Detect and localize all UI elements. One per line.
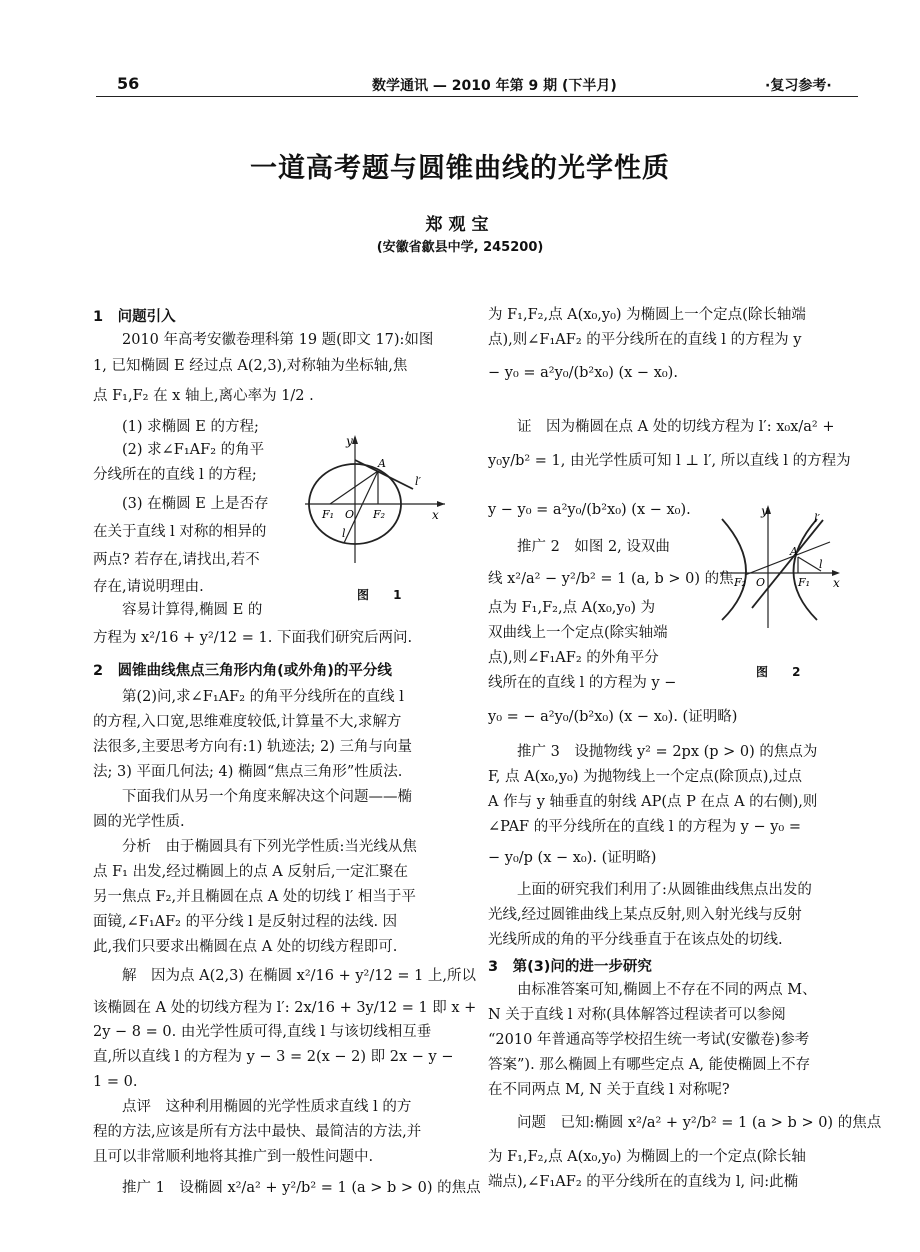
header-rule — [96, 96, 858, 97]
text-line: 程的方法,应该是所有方法中最快、最简洁的方法,并 — [93, 1124, 422, 1140]
text-line: 光线所成的角的平分线垂直于在该点处的切线. — [488, 932, 783, 948]
label-lprime: l′ — [814, 512, 821, 525]
text-line: 该椭圆在 A 处的切线方程为 l′: 2x/16 + 3y/12 = 1 即 x + — [93, 1000, 477, 1016]
text-line: 2y − 8 = 0. 由光学性质可得,直线 l 与该切线相互垂 — [93, 1024, 432, 1040]
text-line: F, 点 A(x₀,y₀) 为抛物线上一个定点(除顶点),过点 — [488, 769, 803, 785]
tangent-line-lprime — [752, 520, 823, 608]
text-line: 两点? 若存在,请找出,若不 — [93, 552, 260, 568]
section-heading: 1 问题引入 — [93, 309, 176, 325]
label-O: O — [756, 576, 766, 589]
label-l: l — [819, 558, 823, 571]
bisector-line-l — [344, 471, 378, 543]
text-line: 圆的光学性质. — [93, 814, 185, 830]
text-line: 在不同两点 M, N 关于直线 l 对称呢? — [488, 1082, 730, 1098]
label-l: l — [342, 527, 346, 540]
text-line: 线 x²/a² − y²/b² = 1 (a, b > 0) 的焦 — [488, 571, 734, 587]
text-line: 点 F₁ 出发,经过椭圆上的点 A 反射后,一定汇聚在 — [93, 864, 408, 880]
text-line: 法; 3) 平面几何法; 4) 椭圆“焦点三角形”性质法. — [93, 764, 403, 780]
label-x: x — [833, 576, 840, 590]
label-x: x — [432, 508, 439, 522]
text-line: − y₀/p (x − x₀). (证明略) — [488, 850, 657, 866]
text-line: 为 F₁,F₂,点 A(x₀,y₀) 为椭圆上的一个定点(除长轴 — [488, 1149, 806, 1165]
text-line: − y₀ = a²y₀/(b²x₀) (x − x₀). — [488, 365, 678, 381]
text-line: 线所在的直线 l 的方程为 y − — [488, 675, 677, 691]
text-line: 容易计算得,椭圆 E 的 — [93, 602, 263, 618]
figure-2-hyperbola-diagram — [710, 495, 845, 630]
label-A: A — [378, 457, 386, 470]
text-line: 由标准答案可知,椭圆上不存在不同的两点 M、 — [488, 982, 817, 998]
text-line: 1 = 0. — [93, 1074, 138, 1090]
text-line: 上面的研究我们利用了:从圆锥曲线焦点出发的 — [488, 882, 812, 898]
label-y: y — [761, 504, 768, 518]
label-lprime: l′ — [415, 475, 422, 488]
y-axis-arrow-icon — [352, 435, 358, 444]
label-F2: F₂ — [373, 508, 386, 521]
text-line: 方程为 x²/16 + y²/12 = 1. 下面我们研究后两问. — [93, 630, 413, 646]
journal-header: 数学通讯 — 2010 年第 9 期 (下半月) — [372, 78, 617, 94]
x-axis-arrow-icon — [437, 501, 445, 507]
text-line: 光线,经过圆锥曲线上某点反射,则入射光线与反射 — [488, 907, 802, 923]
text-line: 直,所以直线 l 的方程为 y − 3 = 2(x − 2) 即 2x − y − — [93, 1049, 454, 1065]
text-line: 另一焦点 F₂,并且椭圆在点 A 处的切线 l′ 相当于平 — [93, 889, 416, 905]
text-line: 点为 F₁,F₂,点 A(x₀,y₀) 为 — [488, 600, 656, 616]
text-line: 证 因为椭圆在点 A 处的切线方程为 l′: x₀x/a² + — [488, 419, 835, 435]
text-line: 分线所在的直线 l 的方程; — [93, 467, 257, 483]
text-line: 推广 2 如图 2, 设双曲 — [488, 539, 670, 555]
text-line: 1, 已知椭圆 E 经过点 A(2,3),对称轴为坐标轴,焦 — [93, 358, 408, 374]
text-line: 2010 年高考安徽卷理科第 19 题(即文 17):如图 — [93, 332, 434, 348]
text-line: 推广 3 设抛物线 y² = 2px (p > 0) 的焦点为 — [488, 744, 818, 760]
label-y: y — [346, 434, 353, 448]
text-line: 在关于直线 l 对称的相异的 — [93, 524, 267, 540]
text-line: 法很多,主要思考方向有:1) 轨迹法; 2) 三角与向量 — [93, 739, 412, 755]
text-line: ∠PAF 的平分线所在的直线 l 的方程为 y − y₀ = — [488, 819, 802, 835]
affiliation: (安徽省歙县中学, 245200) — [376, 240, 544, 255]
text-line: 问题 已知:椭圆 x²/a² + y²/b² = 1 (a > b > 0) 的焦点 — [488, 1115, 882, 1131]
text-line: y − y₀ = a²y₀/(b²x₀) (x − x₀). — [488, 502, 691, 518]
page-number: 56 — [117, 74, 140, 93]
text-line: 答案”). 那么椭圆上有哪些定点 A, 能使椭圆上不存 — [488, 1057, 811, 1073]
figure-1-ellipse-diagram — [295, 425, 455, 570]
text-line: 此,我们只要求出椭圆在点 A 处的切线方程即可. — [93, 939, 398, 955]
label-F2: F₂ — [734, 576, 747, 589]
article-title: 一道高考题与圆锥曲线的光学性质 — [250, 153, 670, 184]
column-label: ·复习参考· — [765, 78, 832, 94]
hyperbola-right-branch — [794, 519, 818, 620]
text-line: (1) 求椭圆 E 的方程; — [93, 419, 259, 435]
text-line: 第(2)问,求∠F₁AF₂ 的角平分线所在的直线 l — [93, 689, 404, 705]
text-line: 为 F₁,F₂,点 A(x₀,y₀) 为椭圆上一个定点(除长轴端 — [488, 307, 806, 323]
text-line: (2) 求∠F₁AF₂ 的角平 — [93, 442, 265, 458]
text-line: 且可以非常顺利地将其推广到一般性问题中. — [93, 1149, 374, 1165]
author-name: 郑观宝 — [425, 215, 495, 235]
text-line: 端点),∠F₁AF₂ 的平分线所在的直线为 l, 问:此椭 — [488, 1174, 799, 1190]
section-heading: 2 圆锥曲线焦点三角形内角(或外角)的平分线 — [93, 663, 392, 679]
text-line: y₀ = − a²y₀/(b²x₀) (x − x₀). (证明略) — [488, 709, 738, 725]
text-line: 推广 1 设椭圆 x²/a² + y²/b² = 1 (a > b > 0) 的焦点 — [93, 1180, 481, 1196]
label-F1: F₁ — [798, 576, 811, 589]
text-line: 点),则∠F₁AF₂ 的外角平分 — [488, 650, 659, 666]
text-line: 存在,请说明理由. — [93, 579, 204, 595]
text-line: 点评 这种利用椭圆的光学性质求直线 l 的方 — [93, 1099, 412, 1115]
hyperbola-left-branch — [722, 519, 746, 620]
figure-2-caption: 图 2 — [756, 665, 811, 679]
text-line: 解 因为点 A(2,3) 在椭圆 x²/16 + y²/12 = 1 上,所以 — [93, 968, 477, 984]
text-line: 分析 由于椭圆具有下列光学性质:当光线从焦 — [93, 839, 417, 855]
label-O: O — [345, 508, 355, 521]
section-heading: 3 第(3)问的进一步研究 — [488, 959, 652, 975]
text-line: 下面我们从另一个角度来解决这个问题——椭 — [93, 789, 412, 805]
text-line: y₀y/b² = 1, 由光学性质可知 l ⊥ l′, 所以直线 l 的方程为 — [488, 453, 851, 469]
text-line: “2010 年普通高等学校招生统一考试(安徽卷)参考 — [488, 1032, 810, 1048]
text-line: 双曲线上一个定点(除实轴端 — [488, 625, 668, 641]
text-line: 的方程,入口宽,思维难度较低,计算量不大,求解方 — [93, 714, 402, 730]
label-A: A — [790, 545, 798, 558]
bisector-line-l — [798, 557, 821, 571]
text-line: 面镜,∠F₁AF₂ 的平分线 l 是反射过程的法线. 因 — [93, 914, 398, 930]
segment-F2A-extended — [745, 542, 830, 575]
text-line: N 关于直线 l 对称(具体解答过程读者可以参阅 — [488, 1007, 786, 1023]
label-F1: F₁ — [322, 508, 335, 521]
text-line: A 作与 y 轴垂直的射线 AP(点 P 在点 A 的右侧),则 — [488, 794, 818, 810]
figure-1-caption: 图 1 — [357, 588, 412, 602]
text-line: 点 F₁,F₂ 在 x 轴上,离心率为 1/2 . — [93, 388, 314, 404]
text-line: (3) 在椭圆 E 上是否存 — [93, 496, 269, 512]
text-line: 点),则∠F₁AF₂ 的平分线所在的直线 l 的方程为 y — [488, 332, 802, 348]
